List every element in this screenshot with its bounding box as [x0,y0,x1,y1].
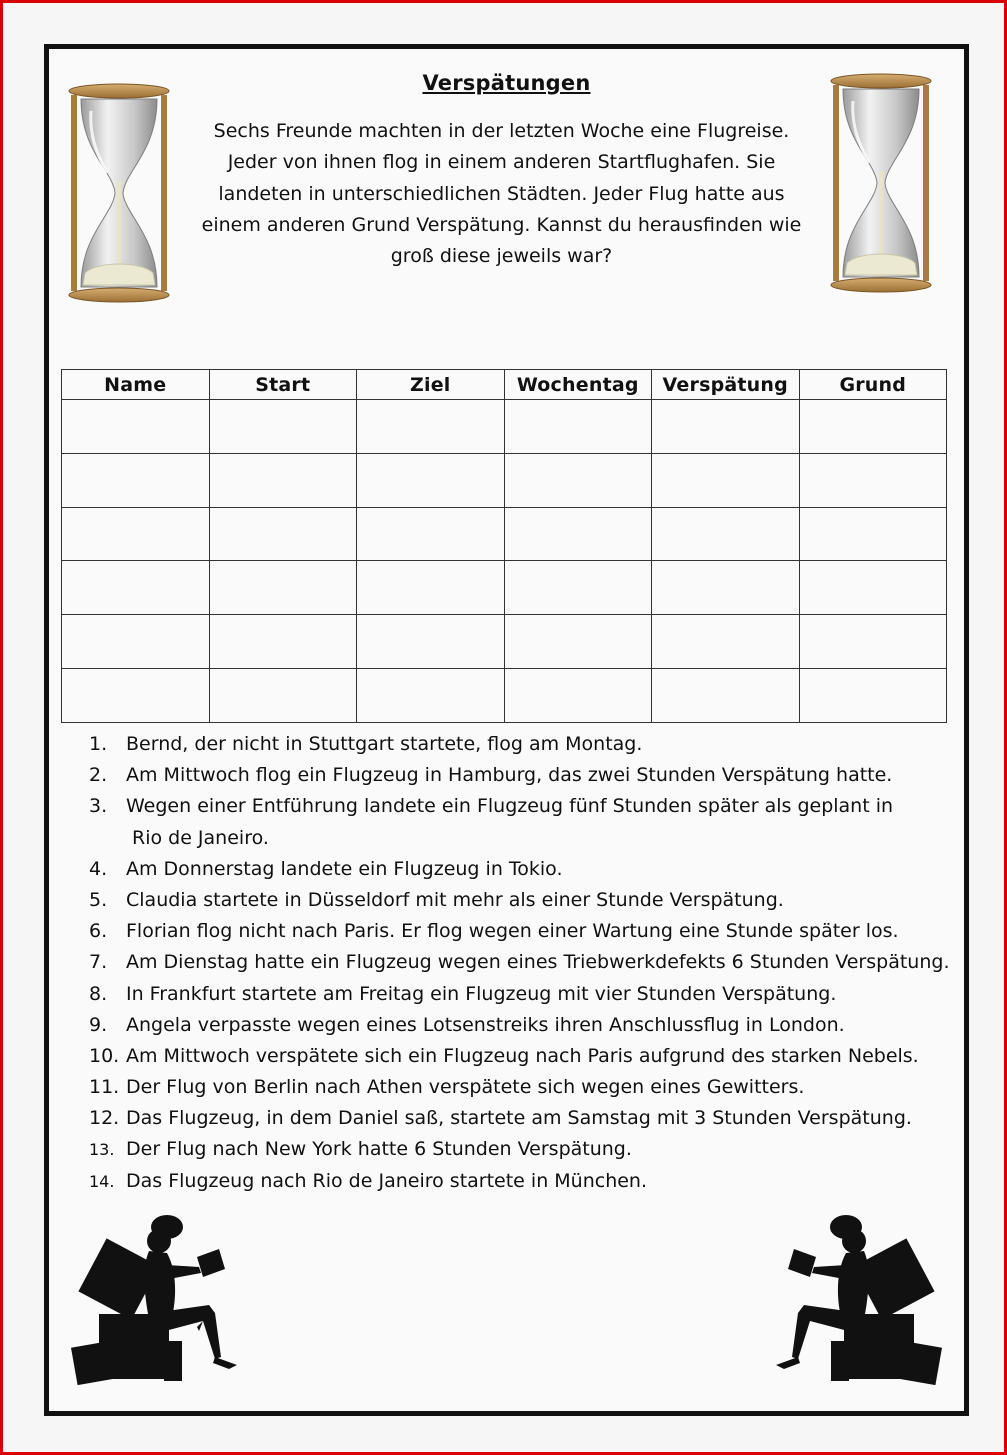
table-cell[interactable] [62,400,210,454]
clue-list [79,729,949,1197]
table-cell[interactable] [209,669,357,723]
table-cell[interactable] [62,561,210,615]
page-title: Verspätungen [422,71,591,95]
table-cell[interactable] [799,615,947,669]
table-cell[interactable] [652,400,800,454]
table-cell[interactable] [209,453,357,507]
table-cell[interactable] [799,400,947,454]
hourglass-left-image [67,81,171,305]
table-cell[interactable] [209,615,357,669]
clue-item: 12. Das Flugzeug, in dem Daniel saß, startete am Samstag mit 3 Stunden Verspätung. [89,1107,912,1130]
table-cell[interactable] [62,453,210,507]
intro-line: groß diese jeweils war? [390,245,613,268]
clue-item: 8. In Frankfurt startete am Freitag ein Flugzeug mit vier Stunden Verspätung. [89,982,837,1005]
table-row [62,561,947,615]
table-cell[interactable] [209,561,357,615]
table-cell[interactable] [799,669,947,723]
table-row [62,453,947,507]
clue-item: 5. Claudia startete in Düsseldorf mit mehr als einer Stunde Verspätung. [89,888,784,911]
table-cell[interactable] [357,615,505,669]
clue-item: 14. Das Flugzeug nach Rio de Janeiro startete in München. [89,1169,648,1192]
table-cell[interactable] [62,669,210,723]
table-cell[interactable] [799,561,947,615]
intro-line: Jeder von ihnen flog in einem anderen Startflughafen. Sie [227,151,776,174]
table-cell[interactable] [504,615,652,669]
table-row [62,669,947,723]
table-cell[interactable] [652,507,800,561]
header-ziel: Ziel [357,370,505,400]
clue-item: 4. Am Donnerstag landete ein Flugzeug in Tokio. [89,857,563,880]
table-cell[interactable] [62,507,210,561]
clue-item: 11. Der Flug von Berlin nach Athen verspätete sich wegen eines Gewitters. [89,1076,805,1099]
clue-item: 10. Am Mittwoch verspätete sich ein Flugzeug nach Paris aufgrund des starken Nebels. [89,1044,919,1067]
intro-line: einem anderen Grund Verspätung. Kannst du herausfinden wie [201,213,802,236]
clue-item: 1. Bernd, der nicht in Stuttgart startete, flog am Montag. [89,733,643,755]
table-cell[interactable] [652,561,800,615]
hourglass-right-image [829,71,933,295]
table-cell[interactable] [357,507,505,561]
table-cell[interactable] [62,615,210,669]
header-name: Name [62,370,210,400]
table-cell[interactable] [652,453,800,507]
clue-item: 6. Florian flog nicht nach Paris. Er flog wegen einer Wartung eine Stunde später los. [89,920,899,943]
table-cell[interactable] [209,400,357,454]
table-cell[interactable] [357,561,505,615]
table-row [62,507,947,561]
table-cell[interactable] [652,615,800,669]
clue-item: 7. Am Dienstag hatte ein Flugzeug wegen eines Triebwerkdefekts 6 Stunden Verspätung. [89,951,950,974]
table-cell[interactable] [504,400,652,454]
table-row [62,615,947,669]
table-cell[interactable] [504,507,652,561]
table-cell[interactable] [504,453,652,507]
solution-table [61,369,947,723]
table-cell[interactable] [209,507,357,561]
table-cell[interactable] [504,669,652,723]
header-verspaetung: Verspätung [652,370,800,400]
clue-item: 2. Am Mittwoch flog ein Flugzeug in Hamburg, das zwei Stunden Verspätung hatte. [89,764,893,787]
table-cell[interactable] [652,669,800,723]
table-cell[interactable] [357,400,505,454]
table-cell[interactable] [357,669,505,723]
intro-line: Sechs Freunde machten in der letzten Woche eine Flugreise. [213,120,790,142]
worksheet [44,44,969,1416]
clue-item: 9. Angela verpasste wegen eines Lotsenstreiks ihren Anschlussflug in London. [89,1013,845,1036]
table-row [62,400,947,454]
header-start: Start [209,370,357,400]
table-header-row [62,370,947,400]
clue-item: 3. Wegen einer Entführung landete ein Flugzeug fünf Stunden später als geplant in Rio de Janeiro. [89,795,894,849]
header-grund: Grund [799,370,947,400]
header-wochentag: Wochentag [504,370,652,400]
table-cell[interactable] [799,453,947,507]
intro-line: landeten in unterschiedlichen Städten. Jeder Flug hatte aus [218,182,785,205]
traveler-silhouette-right-image [754,1209,944,1389]
table-cell[interactable] [799,507,947,561]
table-cell[interactable] [504,561,652,615]
intro-paragraph [199,116,804,272]
table-cell[interactable] [357,453,505,507]
traveler-silhouette-left-image [69,1209,259,1389]
clue-item: 13. Der Flug nach New York hatte 6 Stunden Verspätung. [89,1138,632,1161]
